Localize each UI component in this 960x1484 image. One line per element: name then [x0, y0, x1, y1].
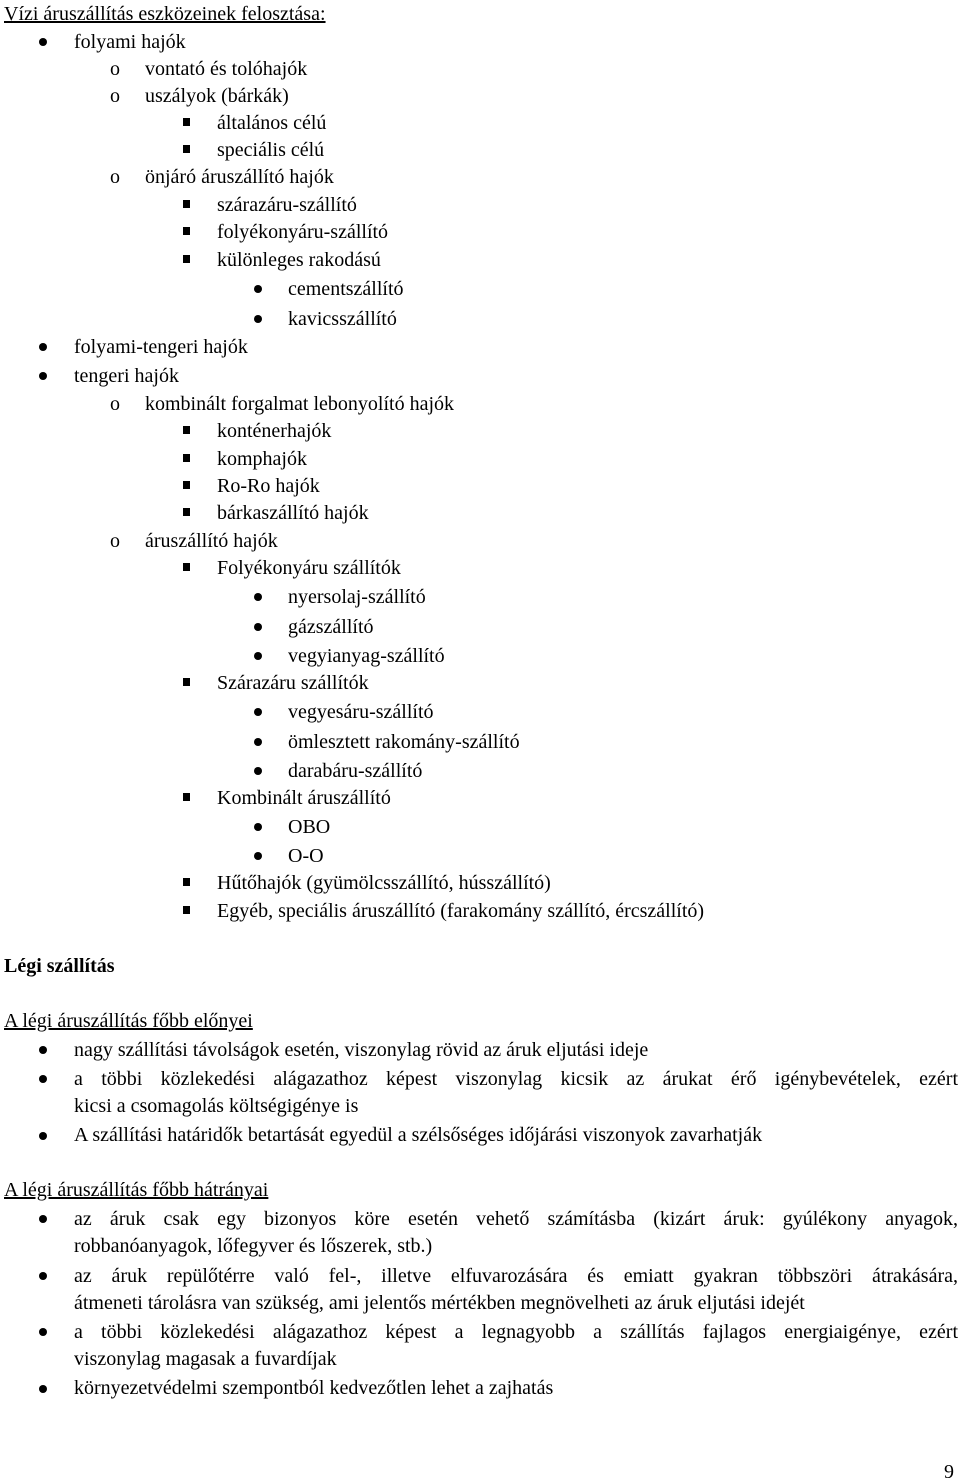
bullet-disc-icon [254, 623, 262, 631]
list-item: Ro-Ro hajók [217, 475, 320, 497]
bullet-disc-icon [39, 1132, 47, 1140]
bullet-disc-icon [254, 708, 262, 716]
bullet-square-icon [183, 454, 190, 462]
bullet-circle-icon: o [110, 166, 120, 188]
bullet-square-icon [183, 906, 190, 914]
list-item: nagy szállítási távolságok esetén, viszonylag rövid az áruk eljutási ideje [74, 1039, 649, 1061]
bullet-square-icon [183, 878, 190, 886]
bullet-disc-icon [39, 1046, 47, 1054]
list-item: folyami-tengeri hajók [74, 336, 248, 358]
bullet-circle-icon: o [110, 393, 120, 415]
bullet-square-icon [183, 200, 190, 208]
list-item: kombinált forgalmat lebonyolító hajók [145, 393, 455, 415]
bullet-square-icon [183, 145, 190, 153]
bullet-circle-icon: o [110, 58, 120, 80]
list-item: darabáru-szállító [288, 760, 423, 782]
bullet-disc-icon [254, 767, 262, 775]
section-heading-water: Vízi áruszállítás eszközeinek felosztása: [4, 3, 326, 25]
list-item: vegyesáru-szállító [288, 701, 434, 723]
list-item: Egyéb, speciális áruszállító (farakomány szállító, ércszállító) [217, 900, 705, 922]
list-item-continuation: viszonylag magasak a fuvardíjak [74, 1348, 337, 1370]
list-item: a többi közlekedési alágazathoz képest viszonylag kicsik az árukat érő igénybevételek, ezért [74, 1068, 958, 1090]
bullet-disc-icon [39, 343, 47, 351]
list-item: folyami hajók [74, 31, 186, 53]
list-item: általános célú [217, 112, 327, 134]
list-item: A szállítási határidők betartását egyedül a szélsőséges időjárási viszonyok zavarhatják [74, 1124, 763, 1146]
list-item-continuation: átmeneti tárolásra van szükség, ami jelentős mértékben megnövelheti az áruk eljutási idejét [74, 1292, 805, 1314]
bullet-disc-icon [254, 652, 262, 660]
bullet-disc-icon [254, 285, 262, 293]
bullet-square-icon [183, 118, 190, 126]
list-item: vegyianyag-szállító [288, 645, 445, 667]
bullet-square-icon [183, 508, 190, 516]
section-title-air: Légi szállítás [4, 955, 115, 977]
bullet-square-icon [183, 481, 190, 489]
bullet-disc-icon [254, 738, 262, 746]
bullet-disc-icon [39, 372, 47, 380]
list-item: Szárazáru szállítók [217, 672, 369, 694]
list-item: az áruk csak egy bizonyos köre esetén vehető számításba (kizárt áruk: gyúlékony anyagok, [74, 1208, 958, 1230]
list-item: ömlesztett rakomány-szállító [288, 731, 520, 753]
bullet-circle-icon: o [110, 85, 120, 107]
list-item: kavicsszállító [288, 308, 397, 330]
bullet-disc-icon [254, 315, 262, 323]
bullet-square-icon [183, 678, 190, 686]
list-item: önjáró áruszállító hajók [145, 166, 334, 188]
list-item-continuation: robbanóanyagok, lőfegyver és lőszerek, stb.) [74, 1235, 433, 1257]
list-item: speciális célú [217, 139, 325, 161]
list-item: nyersolaj-szállító [288, 586, 426, 608]
list-item: különleges rakodású [217, 249, 381, 271]
bullet-disc-icon [39, 1075, 47, 1083]
list-item: szárazáru-szállító [217, 194, 357, 216]
bullet-square-icon [183, 227, 190, 235]
page-number: 9 [944, 1461, 954, 1483]
bullet-disc-icon [254, 852, 262, 860]
list-item: tengeri hajók [74, 365, 179, 387]
list-item: O-O [288, 845, 324, 867]
list-item: a többi közlekedési alágazathoz képest a legnagyobb a szállítás fajlagos energiaigénye, ezért [74, 1321, 958, 1343]
bullet-circle-icon: o [110, 530, 120, 552]
bullet-disc-icon [254, 593, 262, 601]
list-item: komphajók [217, 448, 307, 470]
list-item: vontató és tolóhajók [145, 58, 308, 80]
list-item: OBO [288, 816, 331, 838]
list-item: Hűtőhajók (gyümölcsszállító, hússzállító) [217, 872, 551, 894]
list-item: bárkaszállító hajók [217, 502, 369, 524]
list-item: az áruk repülőtérre való fel-, illetve elfuvarozására és emiatt gyakran többszöri átrakására, [74, 1265, 958, 1287]
list-item-continuation: kicsi a csomagolás költségigénye is [74, 1095, 359, 1117]
section-heading-disadvantages: A légi áruszállítás főbb hátrányai [4, 1179, 269, 1201]
list-item: Folyékonyáru szállítók [217, 557, 401, 579]
bullet-disc-icon [254, 823, 262, 831]
list-item: környezetvédelmi szempontból kedvezőtlen lehet a zajhatás [74, 1377, 554, 1399]
list-item: folyékonyáru-szállító [217, 221, 389, 243]
list-item: áruszállító hajók [145, 530, 278, 552]
list-item: konténerhajók [217, 420, 332, 442]
section-heading-advantages: A légi áruszállítás főbb előnyei [4, 1010, 253, 1032]
bullet-disc-icon [39, 38, 47, 46]
bullet-square-icon [183, 255, 190, 263]
list-item: cementszállító [288, 278, 404, 300]
bullet-square-icon [183, 426, 190, 434]
bullet-square-icon [183, 563, 190, 571]
list-item: uszályok (bárkák) [145, 85, 289, 107]
bullet-disc-icon [39, 1328, 47, 1336]
bullet-disc-icon [39, 1272, 47, 1280]
list-item: Kombinált áruszállító [217, 787, 391, 809]
list-item: gázszállító [288, 616, 374, 638]
bullet-disc-icon [39, 1215, 47, 1223]
bullet-disc-icon [39, 1385, 47, 1393]
bullet-square-icon [183, 793, 190, 801]
